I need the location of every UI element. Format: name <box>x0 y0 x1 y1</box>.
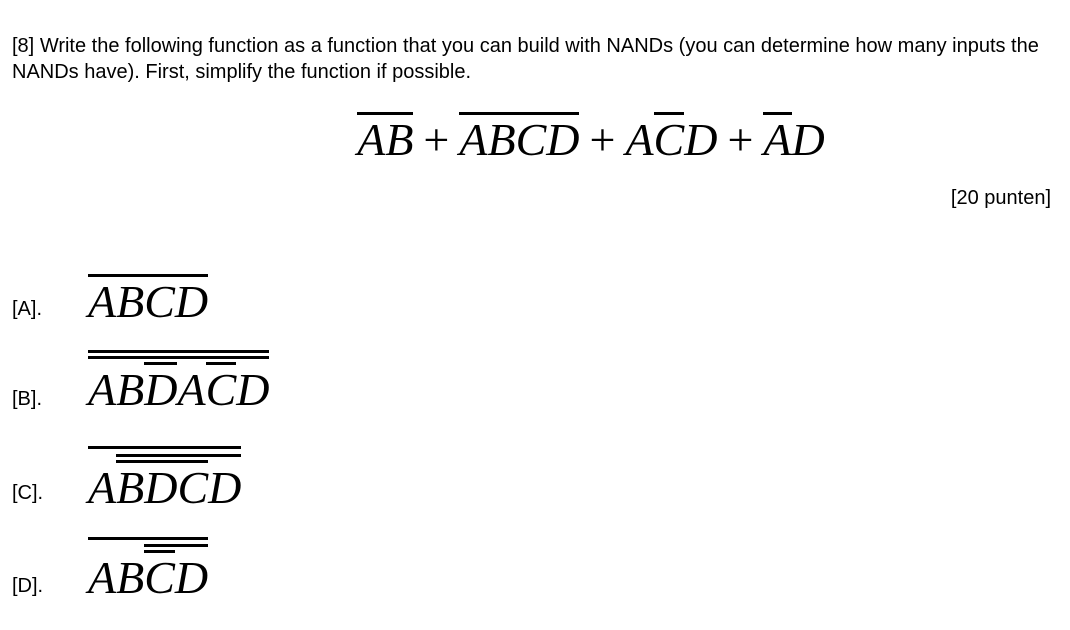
points-label: [20 punten] <box>950 187 1051 209</box>
left-group-bar <box>88 356 177 413</box>
boolean-function <box>0 112 1070 167</box>
var-b: B <box>116 552 145 603</box>
term-a: A <box>625 114 654 165</box>
term-d: D <box>791 114 825 165</box>
term-a-complement: A <box>763 114 792 165</box>
right-group-bar <box>177 356 269 413</box>
var-b: B <box>116 364 145 415</box>
option-c-label: [C]. <box>12 482 44 504</box>
expr-abcd-complement: ABCD <box>88 276 209 327</box>
var-d: D <box>236 364 270 415</box>
question-number: [8] <box>12 35 35 57</box>
option-a-label: [A]. <box>12 298 43 320</box>
var-c-complement: C <box>144 552 175 603</box>
term-c-complement: C <box>653 114 685 165</box>
option-c-expression <box>88 446 241 511</box>
option-d-label: [D]. <box>12 575 44 597</box>
var-d: D <box>208 462 242 513</box>
option-b-label: [B]. <box>12 388 43 410</box>
outer-bar <box>88 446 241 511</box>
plus-operator: + <box>589 114 616 165</box>
var-d-complement: D <box>144 364 178 415</box>
var-a: A <box>88 552 117 603</box>
var-b-complement: B <box>116 462 145 513</box>
var-d-complement: D <box>144 462 178 513</box>
var-d: D <box>174 552 209 603</box>
question-body: Write the following function as a function that you can build with NANDs (you can determine how many inputs the NANDs have). First, simplify the function if possible. <box>12 35 1039 83</box>
plus-operator: + <box>727 114 754 165</box>
outer-bar <box>88 350 269 413</box>
question-text <box>12 33 1052 85</box>
var-a: A <box>88 462 117 513</box>
term-d: D <box>684 114 718 165</box>
var-c-complement: C <box>177 462 209 513</box>
option-a-expression <box>88 274 208 325</box>
outer-bar <box>88 537 208 601</box>
term-ab-complement: AB <box>357 114 414 165</box>
option-b-expression <box>88 350 269 413</box>
group-bar <box>144 544 208 601</box>
var-a: A <box>177 364 206 415</box>
var-c-complement: C <box>205 364 237 415</box>
group-bar <box>116 454 241 511</box>
term-abcd-complement: ABCD <box>459 114 580 165</box>
plus-operator: + <box>423 114 450 165</box>
option-d-expression <box>88 537 208 601</box>
var-a: A <box>88 364 117 415</box>
